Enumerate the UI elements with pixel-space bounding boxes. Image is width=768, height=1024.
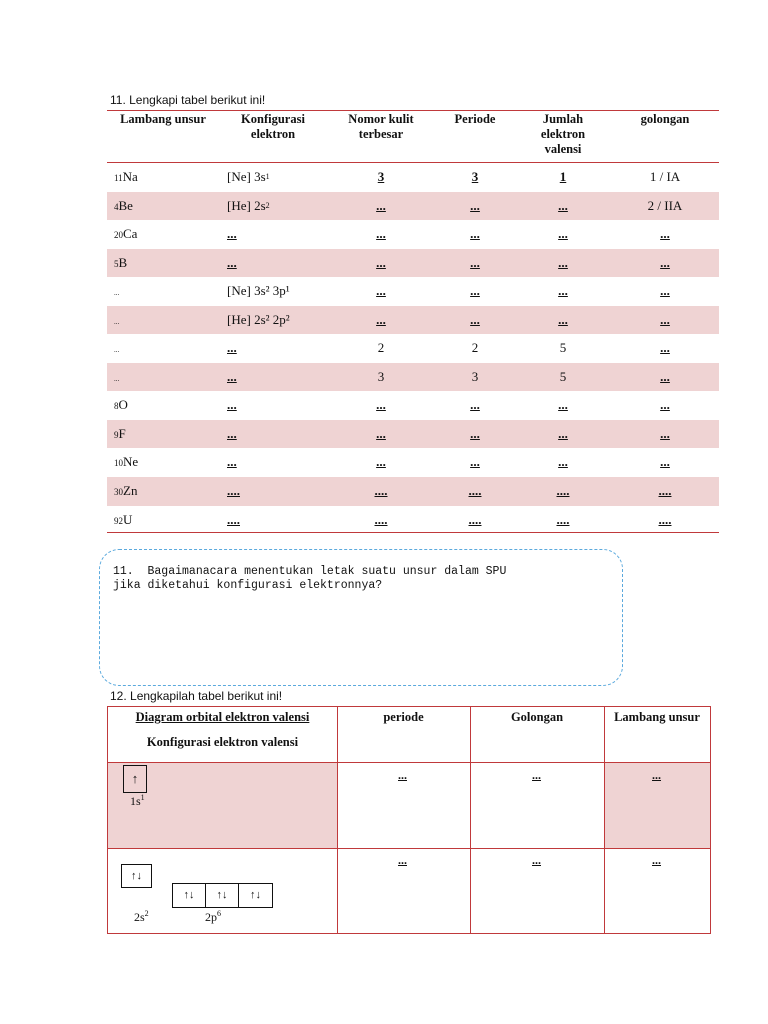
orbital-label-2s: $2s^2$: [134, 909, 149, 924]
cell-kulit: 3: [377, 368, 385, 384]
cell-lambang: 10Ne: [114, 454, 139, 470]
cell-lambang: ...: [114, 289, 120, 298]
cell-lambang: 11Na: [114, 169, 138, 185]
table-row: [107, 505, 719, 534]
orbital-label-2p: $2p^6$: [205, 909, 221, 924]
cell-valensi: ...: [558, 397, 568, 413]
cell-kulit: ...: [376, 254, 386, 270]
cell-periode: 3: [471, 368, 479, 384]
cell-periode: ....: [468, 483, 482, 498]
orbital-table: [107, 706, 711, 934]
element-table: [107, 110, 719, 534]
cell-valensi: ...: [558, 197, 568, 213]
cell-konfigurasi: [Ne] 3s 1: [227, 169, 270, 185]
cell-periode: ...: [470, 425, 480, 441]
cell-periode: ...: [470, 226, 480, 242]
cell-periode: ...: [470, 283, 480, 299]
table-row: [107, 420, 719, 449]
cell-konfigurasi: ....: [227, 511, 240, 527]
header-golongan-2: Golongan: [510, 710, 564, 724]
table-row: [107, 306, 719, 335]
table-row: [107, 220, 719, 249]
cell-valensi: ...: [558, 283, 568, 299]
cell-lambang: ...: [114, 346, 120, 355]
orbital-box-2p-3: ↑↓: [238, 883, 273, 908]
cell-lambang: 30Zn: [114, 483, 138, 498]
orbital-box-2p-2: ↑↓: [205, 883, 239, 908]
cell-valensi: ...: [558, 425, 568, 441]
cell-periode: ...: [470, 197, 480, 213]
cell-golongan: ...: [660, 454, 670, 470]
cell-golongan: ...: [660, 340, 670, 356]
cell-periode: ...: [470, 397, 480, 413]
row1-lambang: ...: [652, 768, 661, 782]
cell-kulit: 2: [377, 340, 385, 356]
cell-lambang: 8O: [114, 397, 128, 413]
header-golongan: golongan: [640, 112, 690, 126]
cell-konfigurasi: ...: [227, 368, 237, 384]
orbital-label-1s: $1s^1$: [130, 793, 145, 808]
cell-konfigurasi: ...: [227, 425, 237, 441]
cell-konfigurasi: [He] 2s² 2p²: [227, 311, 290, 327]
cell-lambang: ...: [114, 374, 120, 383]
cell-kulit: ...: [376, 425, 386, 441]
cell-kulit: 3: [377, 169, 385, 185]
header-konfigurasi: Konfigurasi elektron: [241, 112, 305, 141]
cell-konfigurasi: ...: [227, 454, 237, 470]
header-diagram-orbital: Diagram orbital elektron valensi: [135, 710, 310, 724]
table-row: [107, 249, 719, 278]
orbital-box-2s: ↑↓: [121, 864, 152, 888]
cell-kulit: ...: [376, 283, 386, 299]
cell-lambang: 5B: [114, 254, 128, 270]
cell-periode: 2: [471, 340, 479, 356]
cell-valensi: ....: [556, 483, 570, 498]
row2-lambang: ...: [652, 853, 661, 867]
cell-golongan: ....: [658, 483, 672, 498]
cell-periode: ....: [468, 511, 482, 527]
row1-golongan: ...: [532, 768, 541, 782]
header-nomor-kulit: Nomor kulit terbesar: [348, 112, 414, 141]
header-jumlah-valensi: Jumlah elektron valensi: [540, 112, 586, 156]
row1-periode: ...: [398, 768, 407, 782]
question-text: 11. Bagaimanacara menentukan letak suatu unsur dalam SPU jika diketahui konfigurasi elektronnya?: [113, 565, 507, 592]
cell-konfigurasi: ...: [227, 397, 237, 413]
cell-valensi: ...: [558, 311, 568, 327]
row2-golongan: ...: [532, 853, 541, 867]
cell-kulit: ...: [376, 454, 386, 470]
header-periode-2: periode: [383, 710, 424, 724]
cell-kulit: ...: [376, 226, 386, 242]
cell-periode: 3: [471, 169, 479, 185]
cell-golongan: ...: [660, 368, 670, 384]
cell-lambang: 4Be: [114, 197, 133, 213]
cell-golongan: ...: [660, 226, 670, 242]
cell-valensi: 5: [559, 340, 567, 356]
orbital-box-1s: ↑: [123, 765, 147, 793]
cell-golongan: ...: [660, 311, 670, 327]
cell-valensi: 1: [559, 169, 567, 185]
cell-golongan: 2 / IIA: [647, 197, 683, 213]
cell-golongan: ...: [660, 425, 670, 441]
cell-kulit: ....: [374, 483, 388, 498]
cell-kulit: ...: [376, 311, 386, 327]
table-row: [107, 363, 719, 392]
header-periode: Periode: [454, 112, 496, 126]
table-row: [107, 277, 719, 306]
section2-title: 12. Lengkapilah tabel berikut ini!: [110, 689, 283, 703]
cell-golongan: ....: [658, 511, 672, 527]
cell-valensi: ...: [558, 226, 568, 242]
row2-periode: ...: [398, 853, 407, 867]
cell-konfigurasi: ...: [227, 340, 237, 356]
cell-periode: ...: [470, 454, 480, 470]
cell-lambang: ...: [114, 317, 120, 326]
cell-kulit: ....: [374, 511, 388, 527]
cell-konfigurasi: ....: [227, 483, 240, 498]
cell-valensi: 5: [559, 368, 567, 384]
cell-konfigurasi: [He] 2s 2: [227, 197, 270, 213]
cell-valensi: ....: [556, 511, 570, 527]
header-lambang-2: Lambang unsur: [614, 710, 700, 724]
table-row: [107, 477, 719, 506]
header-konfigurasi-valensi: Konfigurasi elektron valensi: [146, 735, 299, 749]
header-lambang: Lambang unsur: [120, 112, 206, 126]
orbital-box-2p-1: ↑↓: [172, 883, 206, 908]
section1-title: 11. Lengkapi tabel berikut ini!: [110, 93, 266, 107]
cell-lambang: 9F: [114, 425, 126, 441]
cell-kulit: ...: [376, 397, 386, 413]
cell-periode: ...: [470, 311, 480, 327]
cell-kulit: ...: [376, 197, 386, 213]
cell-golongan: ...: [660, 283, 670, 299]
cell-periode: ...: [470, 254, 480, 270]
cell-valensi: ...: [558, 254, 568, 270]
cell-golongan: ...: [660, 397, 670, 413]
cell-golongan: 1 / IA: [649, 169, 681, 185]
cell-valensi: ...: [558, 454, 568, 470]
cell-konfigurasi: ...: [227, 226, 237, 242]
cell-golongan: ...: [660, 254, 670, 270]
table-row: [107, 448, 719, 477]
table-row: [107, 334, 719, 363]
cell-konfigurasi: ...: [227, 254, 237, 270]
cell-konfigurasi: [Ne] 3s² 3p¹: [227, 283, 290, 299]
cell-lambang: 92U: [114, 511, 133, 527]
table-row: [107, 391, 719, 420]
cell-lambang: 20Ca: [114, 226, 138, 242]
table-row: [107, 192, 719, 221]
table-row: [107, 163, 719, 192]
